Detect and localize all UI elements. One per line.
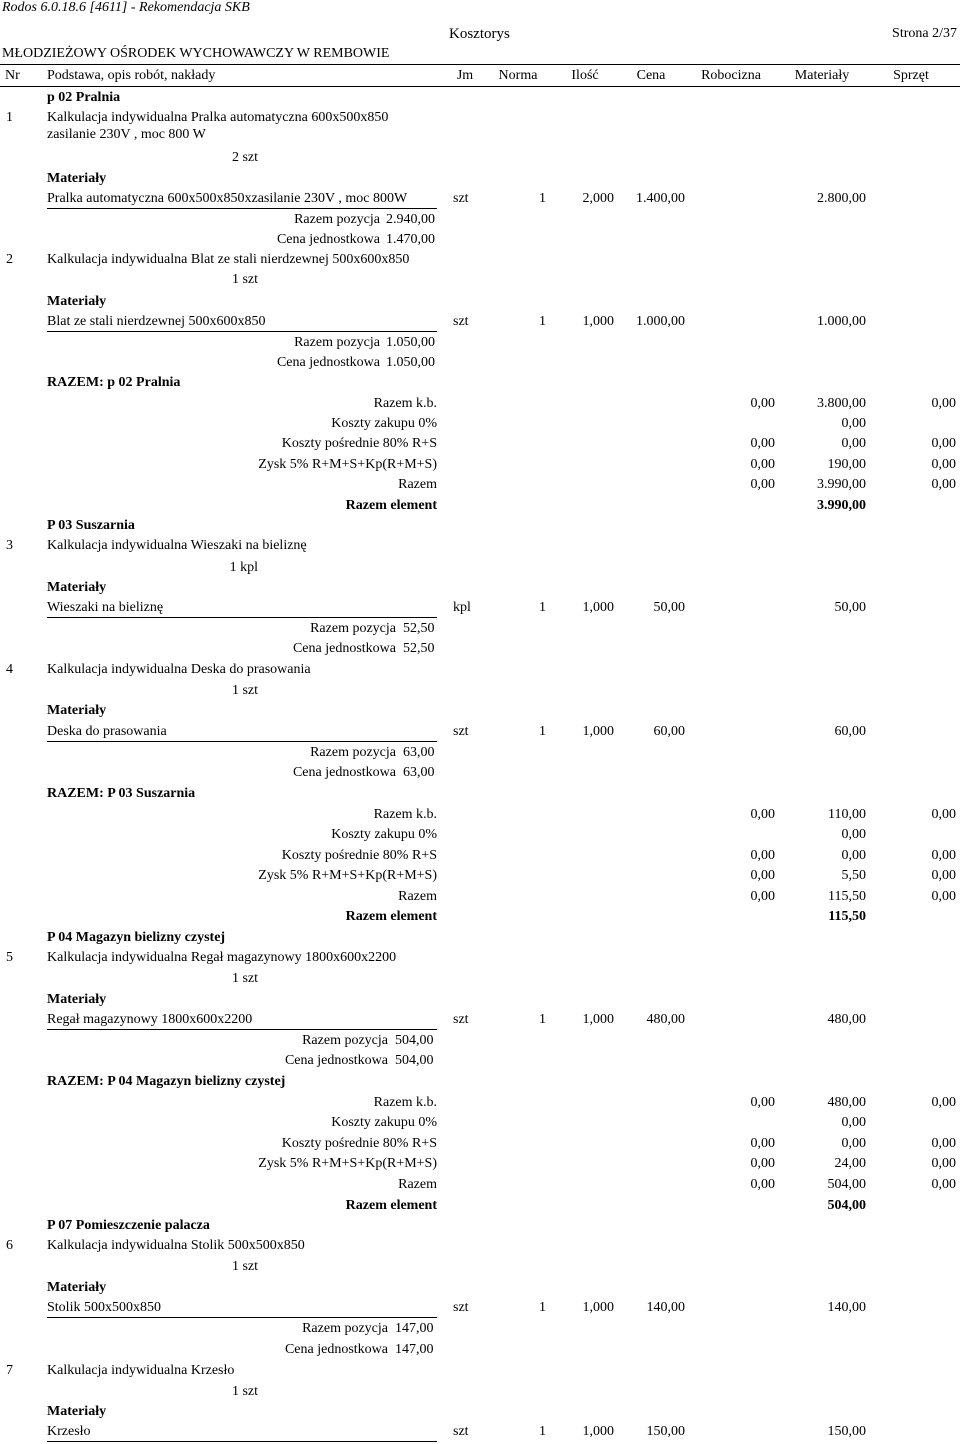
item-quantity: 1 szt [231,971,258,986]
cena-jedn-value: 1.470,00 [386,232,435,247]
razem-kb-sprzet: 0,00 [931,1095,956,1110]
cena-jedn-label: Cena jednostkowa [276,232,380,247]
koszty-posrednie-materialy: 0,00 [841,436,866,451]
section-total-title: RAZEM: P 04 Magazyn bielizny czystej [47,1074,286,1089]
section-title: P 07 Pomieszczenie palacza [47,1218,210,1233]
material-value: 480,00 [827,1012,866,1027]
koszty-zakupu-value: 0,00 [841,416,866,431]
material-value: 2.800,00 [817,191,866,206]
material-underline [47,1441,437,1442]
razem-pozycja-value: 504,00 [395,1033,434,1048]
razem-pozycja-label: Razem pozycja [302,1033,388,1048]
material-jm: szt [453,724,469,739]
col-ilosc: Ilość [571,68,599,83]
item-quantity: 1 kpl [229,560,258,575]
material-cena: 150,00 [646,1424,685,1439]
razem-element-value: 115,50 [828,909,866,924]
material-ilosc: 1,000 [582,1424,614,1439]
item-nr: 1 [6,110,13,125]
col-sprzet: Sprzęt [893,68,929,83]
koszty-posrednie-robocizna: 0,00 [750,848,775,863]
koszty-zakupu-value: 0,00 [841,1115,866,1130]
item-nr: 5 [6,950,13,965]
item-description: Kalkulacja indywidualna Wieszaki na bieliznę [47,538,307,553]
razem-element-label: Razem element [345,909,437,924]
material-norma: 1 [539,724,546,739]
material-jm: szt [453,191,469,206]
material-name: Blat ze stali nierdzewnej 500x600x850 [47,314,266,329]
razem-label: Razem [398,889,437,904]
material-name: Pralka automatyczna 600x500x850xzasilanie 230V , moc 800W [47,191,408,206]
program-name: Rodos 6.0.18.6 [4611] - Rekomendacja SKB [2,0,250,15]
zysk-materialy: 190,00 [827,457,866,472]
item-quantity: 1 szt [231,272,258,287]
razem-element-value: 504,00 [827,1198,866,1213]
material-value: 1.000,00 [817,314,866,329]
zysk-materialy: 5,50 [841,868,866,883]
materials-label: Materiały [47,1280,107,1295]
material-norma: 1 [539,600,546,615]
material-jm: szt [453,1424,469,1439]
razem-robocizna: 0,00 [750,889,775,904]
razem-materialy: 504,00 [827,1177,866,1192]
zysk-label: Zysk 5% R+M+S+Kp(R+M+S) [258,1156,437,1171]
material-norma: 1 [539,1424,546,1439]
koszty-posrednie-label: Koszty pośrednie 80% R+S [281,436,437,451]
razem-pozycja-value: 63,00 [403,745,435,760]
razem-kb-label: Razem k.b. [373,807,437,822]
zysk-materialy: 24,00 [834,1156,866,1171]
koszty-zakupu-label: Koszty zakupu 0% [331,827,437,842]
material-ilosc: 1,000 [582,600,614,615]
material-name: Deska do prasowania [47,724,167,739]
item-description: Kalkulacja indywidualna Deska do prasowania [47,662,311,677]
materials-label: Materiały [47,1404,107,1419]
razem-kb-robocizna: 0,00 [750,807,775,822]
cena-jedn-label: Cena jednostkowa [284,1342,388,1357]
item-description-cont: zasilanie 230V , moc 800 W [47,127,206,142]
cena-jedn-value: 504,00 [395,1053,434,1068]
col-materialy: Materiały [794,68,850,83]
razem-element-value: 3.990,00 [817,498,866,513]
razem-kb-label: Razem k.b. [373,396,437,411]
material-value: 140,00 [827,1300,866,1315]
razem-pozycja-label: Razem pozycja [294,212,380,227]
material-value: 150,00 [827,1424,866,1439]
zysk-robocizna: 0,00 [750,457,775,472]
material-norma: 1 [539,1012,546,1027]
razem-kb-materialy: 480,00 [827,1095,866,1110]
koszty-posrednie-materialy: 0,00 [841,1136,866,1151]
materials-label: Materiały [47,703,107,718]
koszty-posrednie-robocizna: 0,00 [750,436,775,451]
material-underline [47,741,437,742]
material-name: Krzesło [47,1424,91,1439]
item-description: Kalkulacja indywidualna Stolik 500x500x850 [47,1238,305,1253]
material-ilosc: 1,000 [582,314,614,329]
koszty-zakupu-label: Koszty zakupu 0% [331,1115,437,1130]
item-quantity: 2 szt [231,150,258,165]
material-name: Wieszaki na bieliznę [47,600,164,615]
cena-jedn-label: Cena jednostkowa [292,641,396,656]
razem-pozycja-value: 1.050,00 [386,335,435,350]
razem-kb-robocizna: 0,00 [750,396,775,411]
item-quantity: 1 szt [231,1384,258,1399]
material-jm: szt [453,1012,469,1027]
item-quantity: 1 szt [231,683,258,698]
razem-element-label: Razem element [345,1198,437,1213]
zysk-sprzet: 0,00 [931,1156,956,1171]
material-jm: kpl [453,600,471,615]
razem-kb-sprzet: 0,00 [931,807,956,822]
zysk-sprzet: 0,00 [931,457,956,472]
razem-sprzet: 0,00 [931,477,956,492]
materials-label: Materiały [47,171,107,186]
razem-materialy: 3.990,00 [817,477,866,492]
razem-kb-robocizna: 0,00 [750,1095,775,1110]
material-underline [47,1029,437,1030]
materials-label: Materiały [47,294,107,309]
material-value: 60,00 [834,724,866,739]
item-description: Kalkulacja indywidualna Pralka automatyczna 600x500x850 [47,110,389,125]
cena-jedn-label: Cena jednostkowa [276,355,380,370]
material-norma: 1 [539,314,546,329]
col-jm: Jm [456,68,474,83]
material-ilosc: 1,000 [582,724,614,739]
item-nr: 2 [6,252,13,267]
item-quantity: 1 szt [231,1259,258,1274]
razem-pozycja-value: 52,50 [403,621,435,636]
material-value: 50,00 [834,600,866,615]
material-norma: 1 [539,1300,546,1315]
col-robocizna: Robocizna [701,68,761,83]
koszty-zakupu-label: Koszty zakupu 0% [331,416,437,431]
material-ilosc: 2,000 [582,191,614,206]
razem-materialy: 115,50 [828,889,866,904]
col-nr: Nr [5,68,20,83]
zysk-robocizna: 0,00 [750,1156,775,1171]
material-norma: 1 [539,191,546,206]
section-total-title: RAZEM: p 02 Pralnia [47,375,181,390]
document-title: Kosztorys [449,26,510,42]
razem-kb-materialy: 110,00 [828,807,866,822]
cena-jedn-value: 63,00 [403,765,435,780]
koszty-zakupu-value: 0,00 [841,827,866,842]
col-norma: Norma [498,68,538,83]
material-underline [47,208,437,209]
material-jm: szt [453,314,469,329]
page-number: Strona 2/37 [892,26,957,41]
razem-pozycja-value: 147,00 [395,1321,434,1336]
item-nr: 3 [6,538,13,553]
section-title: p 02 Pralnia [47,90,121,105]
section-title: P 03 Suszarnia [47,518,135,533]
col-description: Podstawa, opis robót, nakłady [47,68,216,83]
material-underline [47,331,437,332]
zysk-label: Zysk 5% R+M+S+Kp(R+M+S) [258,457,437,472]
col-cena: Cena [636,68,666,83]
header-rule-top [0,64,960,65]
material-cena: 1.400,00 [636,191,685,206]
material-jm: szt [453,1300,469,1315]
koszty-posrednie-label: Koszty pośrednie 80% R+S [281,848,437,863]
section-total-title: RAZEM: P 03 Suszarnia [47,786,196,801]
material-ilosc: 1,000 [582,1300,614,1315]
cena-jedn-label: Cena jednostkowa [284,1053,388,1068]
item-description: Kalkulacja indywidualna Regał magazynowy 1800x600x2200 [47,950,397,965]
material-cena: 140,00 [646,1300,685,1315]
razem-kb-materialy: 3.800,00 [817,396,866,411]
koszty-posrednie-label: Koszty pośrednie 80% R+S [281,1136,437,1151]
material-name: Regał magazynowy 1800x600x2200 [47,1012,253,1027]
razem-label: Razem [398,477,437,492]
zysk-robocizna: 0,00 [750,868,775,883]
material-cena: 50,00 [653,600,685,615]
material-ilosc: 1,000 [582,1012,614,1027]
material-cena: 60,00 [653,724,685,739]
section-title: P 04 Magazyn bielizny czystej [47,930,226,945]
razem-kb-sprzet: 0,00 [931,396,956,411]
koszty-posrednie-robocizna: 0,00 [750,1136,775,1151]
header-rule-bottom [0,86,960,87]
item-description: Kalkulacja indywidualna Blat ze stali nierdzewnej 500x600x850 [47,252,410,267]
zysk-label: Zysk 5% R+M+S+Kp(R+M+S) [258,868,437,883]
koszty-posrednie-sprzet: 0,00 [931,848,956,863]
razem-pozycja-label: Razem pozycja [294,335,380,350]
razem-pozycja-value: 2.940,00 [386,212,435,227]
razem-kb-label: Razem k.b. [373,1095,437,1110]
zysk-sprzet: 0,00 [931,868,956,883]
razem-label: Razem [398,1177,437,1192]
materials-label: Materiały [47,580,107,595]
cena-jedn-value: 147,00 [395,1342,434,1357]
koszty-posrednie-materialy: 0,00 [841,848,866,863]
material-cena: 1.000,00 [636,314,685,329]
razem-pozycja-label: Razem pozycja [310,621,396,636]
razem-robocizna: 0,00 [750,1177,775,1192]
materials-label: Materiały [47,992,107,1007]
institution-name: MŁODZIEŻOWY OŚRODEK WYCHOWAWCZY W REMBOWIE [2,46,390,61]
material-cena: 480,00 [646,1012,685,1027]
cena-jedn-label: Cena jednostkowa [292,765,396,780]
razem-pozycja-label: Razem pozycja [302,1321,388,1336]
item-nr: 7 [6,1363,13,1378]
material-underline [47,1317,437,1318]
item-nr: 4 [6,662,13,677]
razem-sprzet: 0,00 [931,889,956,904]
razem-sprzet: 0,00 [931,1177,956,1192]
razem-element-label: Razem element [345,498,437,513]
material-underline [47,617,437,618]
cena-jedn-value: 1.050,00 [386,355,435,370]
cena-jedn-value: 52,50 [403,641,435,656]
razem-pozycja-label: Razem pozycja [310,745,396,760]
koszty-posrednie-sprzet: 0,00 [931,1136,956,1151]
item-description: Kalkulacja indywidualna Krzesło [47,1363,235,1378]
material-name: Stolik 500x500x850 [47,1300,161,1315]
razem-robocizna: 0,00 [750,477,775,492]
koszty-posrednie-sprzet: 0,00 [931,436,956,451]
item-nr: 6 [6,1238,13,1253]
